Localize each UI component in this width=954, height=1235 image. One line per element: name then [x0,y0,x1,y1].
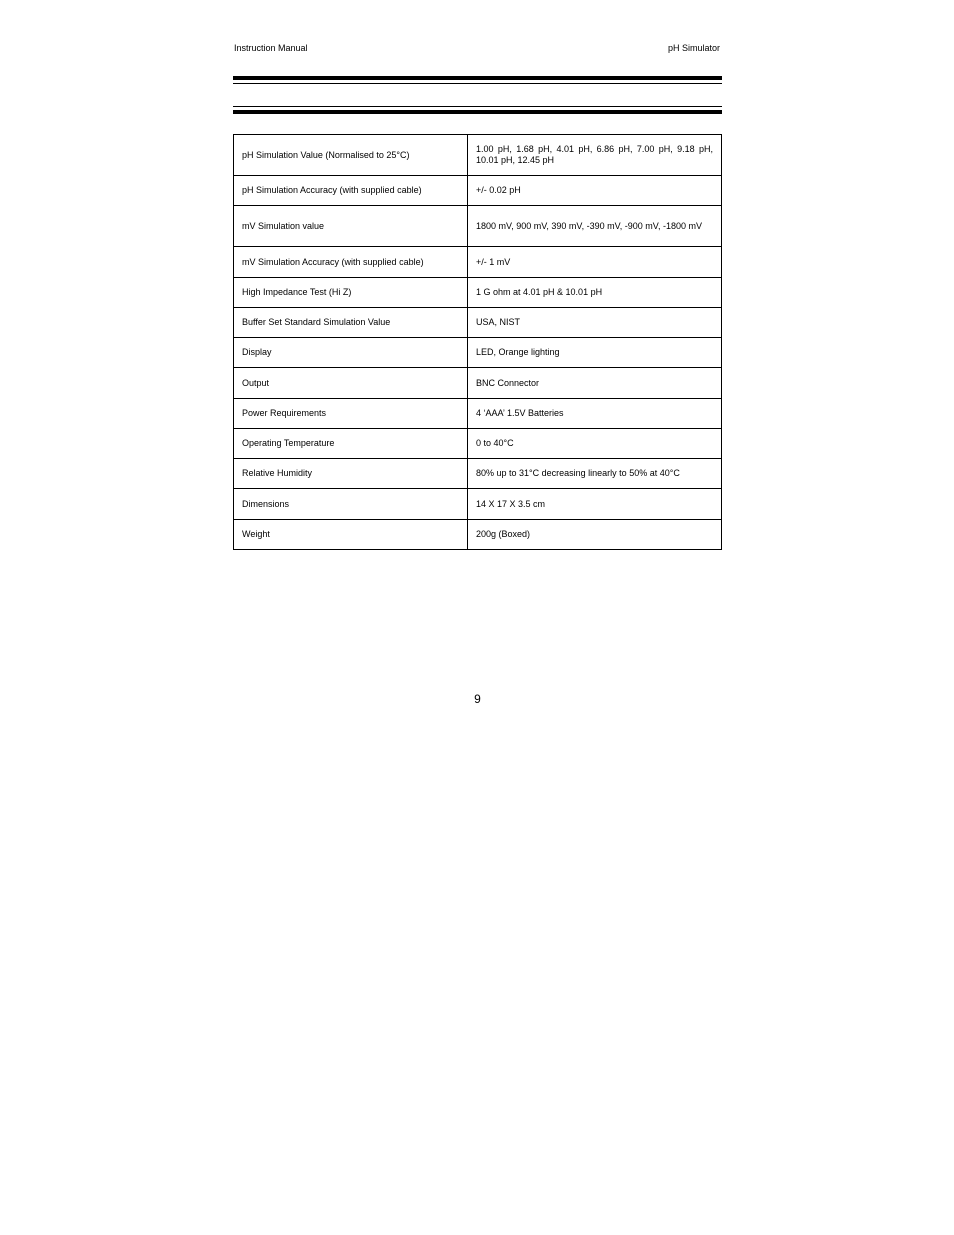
running-header [233,43,722,55]
header-rule-thin-top [233,83,722,84]
table-row [234,459,722,489]
table-row [234,489,722,520]
table-row [234,368,722,399]
spec-value: +/- 0.02 pH [468,176,722,206]
spec-value: 4 ‘AAA’ 1.5V Batteries [468,399,722,429]
spec-value: 0 to 40°C [468,429,722,459]
spec-value: +/- 1 mV [468,247,722,278]
header-manual-title: Instruction Manual [234,43,308,53]
spec-parameter: pH Simulation Value (Normalised to 25°C) [234,135,468,176]
spec-parameter: Dimensions [234,489,468,520]
table-row [234,206,722,247]
table-row [234,399,722,429]
header-rule-thick-bottom [233,110,722,114]
header-rule-thin-bottom [233,106,722,107]
spec-value: BNC Connector [468,368,722,399]
table-row [234,278,722,308]
spec-value: 1.00 pH, 1.68 pH, 4.01 pH, 6.86 pH, 7.00 pH, 9.18 pH, 10.01 pH, 12.45 pH [468,135,722,176]
spec-parameter: Buffer Set Standard Simulation Value [234,308,468,338]
spec-value: LED, Orange lighting [468,338,722,368]
page-number: 9 [474,692,481,706]
table-row [234,429,722,459]
spec-parameter: Display [234,338,468,368]
spec-value: 1 G ohm at 4.01 pH & 10.01 pH [468,278,722,308]
spec-parameter: Relative Humidity [234,459,468,489]
spec-parameter: Output [234,368,468,399]
table-row [234,176,722,206]
specifications-table [233,134,722,550]
table-row [234,247,722,278]
header-rule-thick-top [233,76,722,80]
spec-parameter: Weight [234,520,468,550]
table-row [234,308,722,338]
table-row [234,520,722,550]
spec-parameter: High Impedance Test (Hi Z) [234,278,468,308]
spec-parameter: Power Requirements [234,399,468,429]
spec-value: 200g (Boxed) [468,520,722,550]
spec-parameter: mV Simulation value [234,206,468,247]
spec-value: 80% up to 31°C decreasing linearly to 50% at 40°C [468,459,722,489]
spec-parameter: mV Simulation Accuracy (with supplied cable) [234,247,468,278]
spec-parameter: Operating Temperature [234,429,468,459]
spec-value: USA, NIST [468,308,722,338]
table-row [234,135,722,176]
spec-value: 1800 mV, 900 mV, 390 mV, -390 mV, -900 mV, -1800 mV [468,206,722,247]
table-row [234,338,722,368]
spec-parameter: pH Simulation Accuracy (with supplied cable) [234,176,468,206]
spec-value: 14 X 17 X 3.5 cm [468,489,722,520]
header-product-name: pH Simulator [667,43,720,53]
